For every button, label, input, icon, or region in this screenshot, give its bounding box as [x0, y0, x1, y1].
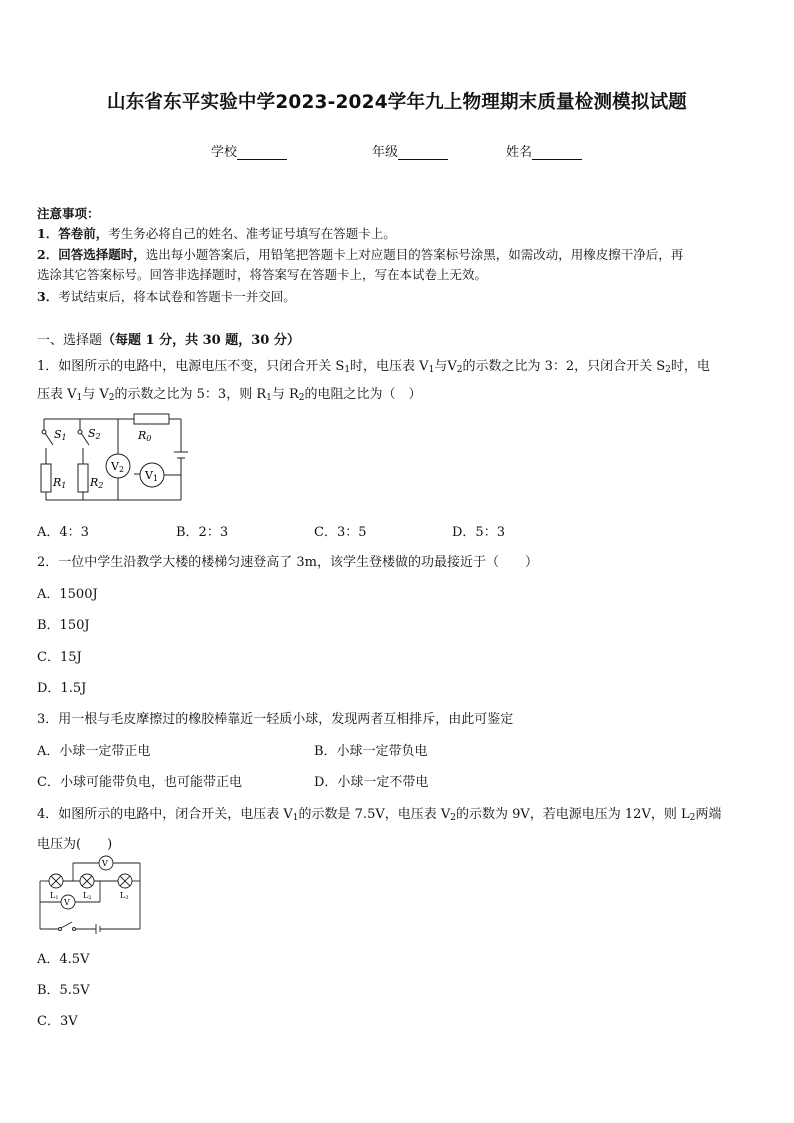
q1-option-b: B．2：3 — [176, 525, 229, 540]
q2-option-d: D．1.5J — [37, 681, 87, 696]
notes-heading: 注意事项： — [37, 206, 100, 221]
q3-option-c: C．小球可能带负电，也可能带正电 — [37, 775, 242, 790]
q4-option-a: A．4.5V — [37, 952, 90, 967]
q4-option-c: C．3V — [37, 1014, 78, 1029]
q3-option-b: B．小球一定带负电 — [314, 744, 428, 759]
q3-option-d: D．小球一定不带电 — [314, 775, 429, 790]
name-label: 姓名 — [506, 145, 533, 160]
q2-option-b: B．150J — [37, 618, 90, 633]
note-2-cont: 选涂其它答案标号。回答非选择题时，将答案写在答题卡上，写在本试卷上无效。 — [37, 267, 488, 282]
note-3 — [37, 287, 296, 305]
section-detail: （每题 1 分，共 30 题，30 分） — [102, 333, 300, 348]
v1-label: V1 — [145, 469, 159, 483]
r1-resistor — [41, 464, 51, 492]
q1-stem-line1: 1．如图所示的电路中，电源电压不变，只闭合开关 $S_1$时，电压表 $V_1$与$V_2$的示数之比为 3：2，只闭合开关 $S_2$时，电 — [37, 359, 710, 375]
s1-label: S1 — [54, 428, 67, 442]
r0-resistor — [134, 414, 169, 424]
l2-label: L2 — [83, 891, 92, 901]
v2-label: V2 — [111, 460, 125, 474]
q1-option-d: D．5：3 — [452, 525, 505, 540]
q4-v-bottom-label: V — [64, 898, 70, 907]
s2-label: S2 — [88, 427, 101, 441]
grade-blank[interactable] — [398, 146, 448, 160]
note-3-text: 考试结束后，将本试卷和答题卡一并交回。 — [58, 289, 296, 304]
name-field[interactable] — [506, 141, 582, 160]
r2-resistor — [78, 464, 88, 492]
q4-stem-line1: 4．如图所示的电路中，闭合开关，电压表 $V_1$的示数是 7.5V，电压表 $V_2$的示数为 9V，若电源电压为 12V，则 $L_2$两端 — [37, 807, 722, 823]
note-3-num: 3． — [37, 289, 59, 304]
note-1-bold: 答卷前， — [58, 226, 109, 241]
note-1-num: 1． — [37, 226, 59, 241]
q2-option-a: A．1500J — [37, 587, 98, 602]
q4-stem-line2: 电压为( ) — [37, 837, 113, 852]
page-title: 山东省东平实验中学2023-2024学年九上物理期末质量检测模拟试题 — [107, 92, 687, 113]
l3-label: L3 — [120, 891, 129, 901]
r2-label: R2 — [90, 476, 104, 490]
r0-label: R0 — [138, 429, 152, 443]
q3-option-a: A．小球一定带正电 — [37, 744, 151, 759]
name-blank[interactable] — [532, 146, 582, 160]
q4-circuit-diagram — [36, 855, 146, 935]
q1-stem-line2: 压表 $V_1$与 $V_2$的示数之比为 5：3，则 $R_1$与 $R_2$的电阻之比为（ ） — [37, 387, 422, 403]
q1-circuit-diagram — [36, 412, 188, 504]
section-head: 一、选择题 — [37, 333, 103, 348]
section-heading — [37, 329, 300, 348]
q4-option-b: B．5.5V — [37, 983, 90, 998]
grade-label: 年级 — [372, 145, 399, 160]
q3-stem: 3．用一根与毛皮摩擦过的橡胶棒靠近一轻质小球，发现两者互相排斥，由此可鉴定 — [37, 712, 514, 727]
q1-option-c: C．3：5 — [314, 525, 367, 540]
note-2 — [37, 245, 683, 263]
q2-stem: 2．一位中学生沿教学大楼的楼梯匀速登高了 3m，该学生登楼做的功最接近于（ ） — [37, 555, 539, 570]
note-2-bold: 回答选择题时， — [58, 247, 146, 262]
note-1 — [37, 224, 396, 242]
l1-label: L1 — [50, 891, 59, 901]
note-2-num: 2． — [37, 247, 59, 262]
note-1-text: 考生务必将自己的姓名、准考证号填写在答题卡上。 — [108, 226, 396, 241]
q2-option-c: C．15J — [37, 650, 82, 665]
school-label: 学校 — [211, 145, 238, 160]
q1-option-a: A．4：3 — [37, 525, 89, 540]
q4-v-top-label: V — [102, 859, 108, 868]
note-2-text: 选出每小题答案后，用铅笔把答题卡上对应题目的答案标号涂黑，如需改动，用橡皮擦干净后，再 — [145, 247, 684, 262]
r1-label: R1 — [53, 476, 67, 490]
school-blank[interactable] — [237, 146, 287, 160]
grade-field[interactable] — [372, 141, 448, 160]
school-field[interactable] — [211, 141, 287, 160]
